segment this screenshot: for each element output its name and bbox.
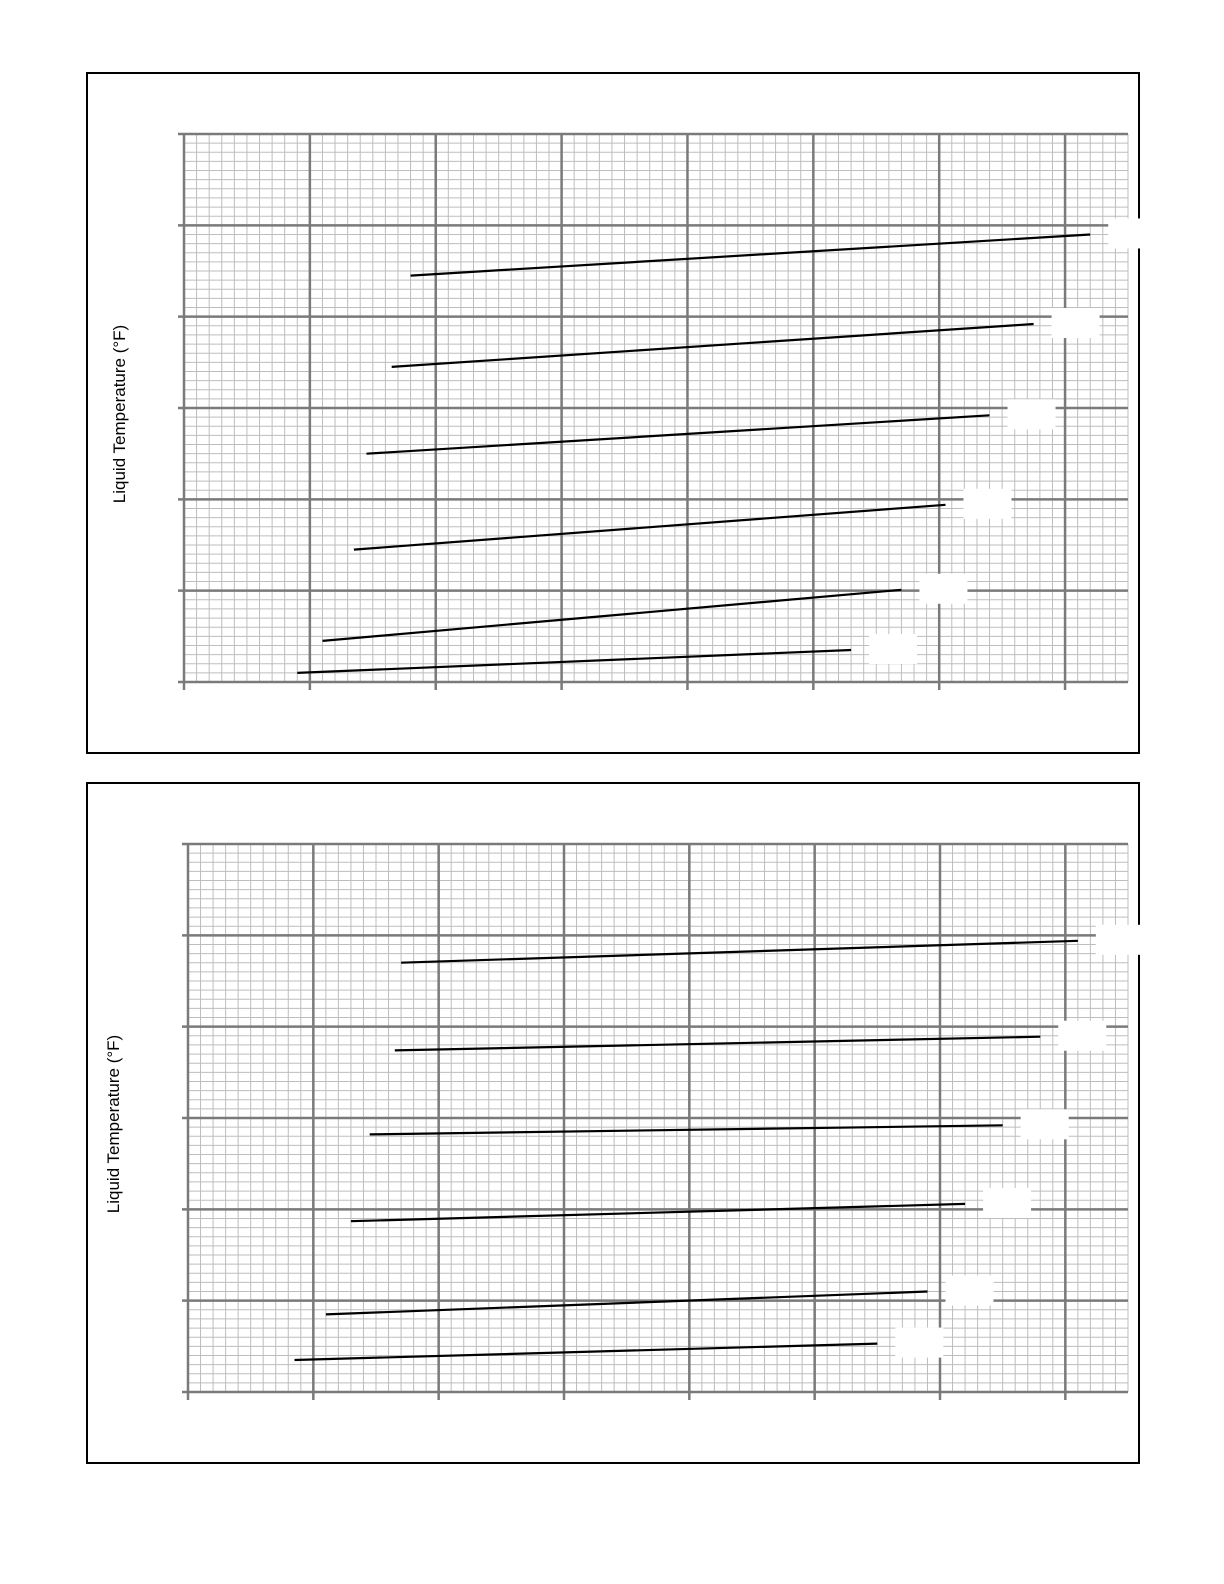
label-patch [895, 1328, 943, 1358]
chart-plot-top [88, 74, 1142, 756]
grid [182, 844, 1128, 1400]
chart-panel-top [86, 72, 1140, 754]
label-patch [1058, 1021, 1106, 1051]
chart-plot-bottom [88, 784, 1142, 1466]
label-patch [869, 634, 917, 664]
series-line [367, 415, 990, 453]
label-patch [983, 1188, 1031, 1218]
label-patch [1096, 925, 1144, 955]
y-axis-label: Liquid Temperature (°F) [104, 1034, 123, 1214]
y-axis-label: Liquid Temperature (°F) [110, 324, 129, 504]
label-patch [963, 489, 1011, 519]
chart-panel-bottom [86, 782, 1140, 1464]
label-patch [919, 574, 967, 604]
label-patch [1021, 1109, 1069, 1139]
label-patch [1052, 308, 1100, 338]
label-patch [945, 1276, 993, 1306]
series-line [395, 1037, 1041, 1051]
label-patch [1108, 218, 1156, 248]
label-patch [1008, 399, 1056, 429]
grid [178, 134, 1128, 690]
